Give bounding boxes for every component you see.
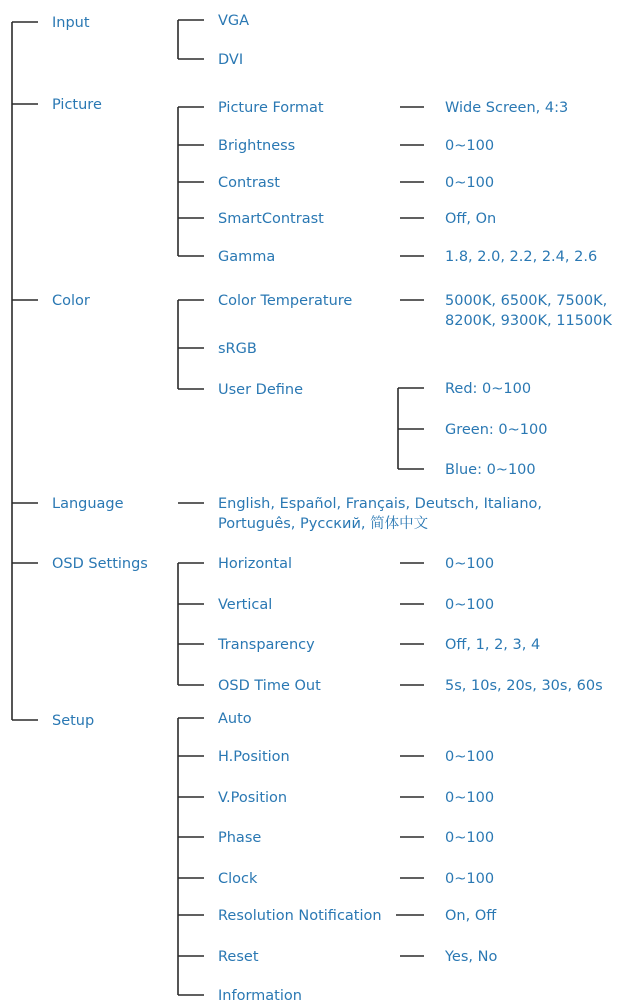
menu-item-input: Input xyxy=(52,15,90,31)
color-temperature-value-line-0: 5000K, 6500K, 7500K, xyxy=(445,293,608,309)
subsubmenu-item-blue: Blue: 0~100 xyxy=(445,462,536,478)
horizontal-value-line-0: 0~100 xyxy=(445,556,495,572)
gamma-value-line-0: 1.8, 2.0, 2.2, 2.4, 2.6 xyxy=(445,249,598,265)
menu-item-language: Language xyxy=(52,496,124,512)
submenu-item-reset: Reset xyxy=(218,949,259,965)
submenu-item-information: Information xyxy=(218,988,302,1004)
menu-item-osd-settings: OSD Settings xyxy=(52,556,148,572)
clock-value-line-0: 0~100 xyxy=(445,871,495,887)
submenu-item-gamma: Gamma xyxy=(218,249,276,265)
menu-item-picture: Picture xyxy=(52,97,102,113)
picture-format-value-line-0: Wide Screen, 4:3 xyxy=(445,100,569,116)
submenu-item-v-position: V.Position xyxy=(218,790,288,806)
submenu-item-phase: Phase xyxy=(218,830,262,846)
submenu-item-contrast: Contrast xyxy=(218,175,280,191)
menu-item-setup: Setup xyxy=(52,713,95,729)
osd-time-out-value-line-0: 5s, 10s, 20s, 30s, 60s xyxy=(445,678,603,694)
resolution-notification-value-line-0: On, Off xyxy=(445,908,497,924)
submenu-item-user-define: User Define xyxy=(218,382,303,398)
submenu-item-vga: VGA xyxy=(218,13,250,29)
submenu-item-color-temperature: Color Temperature xyxy=(218,293,353,309)
language-options-line-1: Português, Русский, 简体中文 xyxy=(218,516,429,532)
transparency-value-line-0: Off, 1, 2, 3, 4 xyxy=(445,637,541,653)
v-position-value-line-0: 0~100 xyxy=(445,790,495,806)
submenu-item-osd-time-out: OSD Time Out xyxy=(218,678,321,694)
smartcontrast-value-line-0: Off, On xyxy=(445,211,497,227)
submenu-item-horizontal: Horizontal xyxy=(218,556,293,572)
color-temperature-value-line-1: 8200K, 9300K, 11500K xyxy=(445,313,612,329)
reset-value-line-0: Yes, No xyxy=(445,949,498,965)
submenu-item-auto: Auto xyxy=(218,711,252,727)
language-options-line-0: English, Español, Français, Deutsch, Italiano, xyxy=(218,496,543,512)
submenu-item-resolution-notification: Resolution Notification xyxy=(218,908,382,924)
brightness-value-line-0: 0~100 xyxy=(445,138,495,154)
vertical-value-line-0: 0~100 xyxy=(445,597,495,613)
submenu-item-brightness: Brightness xyxy=(218,138,296,154)
submenu-item-dvi: DVI xyxy=(218,52,244,68)
submenu-item-smartcontrast: SmartContrast xyxy=(218,211,324,227)
submenu-item-vertical: Vertical xyxy=(218,597,273,613)
h-position-value-line-0: 0~100 xyxy=(445,749,495,765)
submenu-item-transparency: Transparency xyxy=(218,637,315,653)
submenu-item-picture-format: Picture Format xyxy=(218,100,324,116)
contrast-value-line-0: 0~100 xyxy=(445,175,495,191)
subsubmenu-item-green: Green: 0~100 xyxy=(445,422,548,438)
phase-value-line-0: 0~100 xyxy=(445,830,495,846)
submenu-item-srgb: sRGB xyxy=(218,341,257,357)
submenu-item-clock: Clock xyxy=(218,871,258,887)
subsubmenu-item-red: Red: 0~100 xyxy=(445,381,532,397)
submenu-item-h-position: H.Position xyxy=(218,749,290,765)
menu-item-color: Color xyxy=(52,293,90,309)
